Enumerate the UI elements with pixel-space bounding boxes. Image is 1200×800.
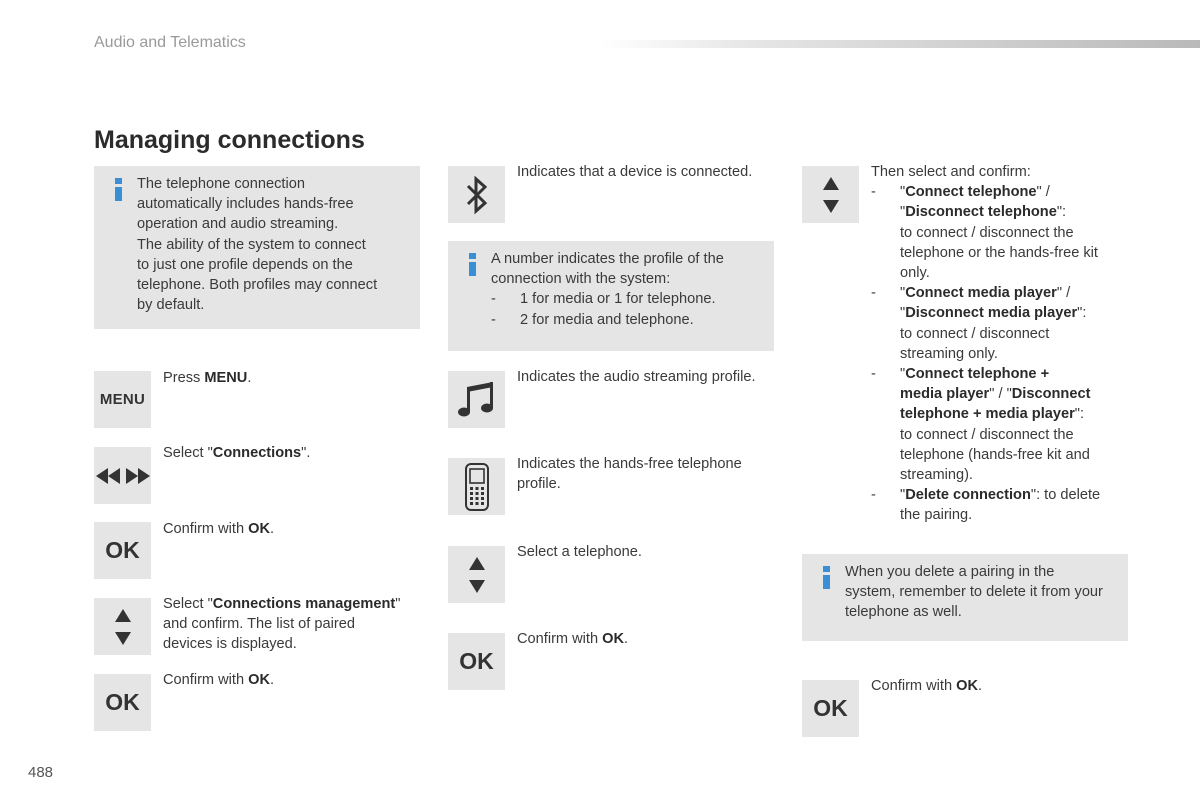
- ok-button-icon: OK: [94, 674, 151, 731]
- mobile-phone-icon: [448, 458, 505, 515]
- info-line: operation and audio streaming.: [137, 216, 339, 233]
- page-title: Managing connections: [94, 126, 365, 154]
- bluetooth-description: Indicates that a device is connected.: [517, 164, 753, 180]
- section-title: Audio and Telematics: [94, 34, 246, 51]
- music-description: Indicates the audio streaming profile.: [517, 369, 756, 385]
- menu-label: MENU: [99, 391, 146, 408]
- list-item: - "Connect media player" / "Disconnect media player": to connect / disconnect streaming only.: [871, 285, 1087, 362]
- step-confirm-ok: Confirm with OK.: [517, 631, 629, 647]
- list-item: - "Connect telephone" / "Disconnect telephone": to connect / disconnect the telephone or the hands-free kit only.: [871, 184, 1098, 282]
- up-down-arrows-icon: [94, 598, 151, 655]
- info-line: The ability of the system to connect: [137, 236, 366, 253]
- list-item: - "Delete connection": to delete the pairing.: [871, 487, 1101, 524]
- step-connections-management: Select "Connections management" and confirm. The list of paired devices is displayed.: [163, 596, 401, 653]
- info-box-delete-pairing: When you delete a pairing in the system, remember to delete it from your telephone as well.: [802, 554, 1128, 641]
- step-confirm-ok: Confirm with OK.: [163, 672, 275, 688]
- col3-instructions: [871, 162, 1141, 526]
- list-item: - 1 for media or 1 for telephone.: [491, 291, 716, 308]
- info-line: automatically includes hands-free: [137, 196, 354, 213]
- header-gradient-bar: [600, 40, 1200, 48]
- info-icon: [469, 253, 476, 276]
- seek-arrows-icon: [94, 447, 151, 504]
- ok-button-icon: OK: [802, 680, 859, 737]
- info-box-profile: A number indicates the profile of the connection with the system: - 1 for media or 1 for telephone. - 2 for media and telephone.: [448, 241, 774, 351]
- list-item: - 2 for media and telephone.: [491, 311, 694, 328]
- music-note-icon: [448, 371, 505, 428]
- ok-button-icon: OK: [448, 633, 505, 690]
- connection-options-list: [871, 182, 1141, 525]
- info-line: to just one profile depends on the: [137, 256, 353, 273]
- info-line: by default.: [137, 297, 205, 314]
- up-down-arrows-icon: [448, 546, 505, 603]
- phone-description: Indicates the hands-free telephone profile.: [517, 456, 742, 493]
- info-box-connection: [94, 166, 420, 329]
- list-item: - "Connect telephone + media player" / "Disconnect telephone + media player": to connect / disconnect the telephone (hands-free kit and streaming).: [871, 366, 1091, 484]
- step-select-telephone: Select a telephone.: [517, 544, 642, 560]
- step-confirm-ok: Confirm with OK.: [163, 521, 275, 537]
- info-icon: [823, 566, 830, 589]
- ok-button-icon: OK: [94, 522, 151, 579]
- page-number: 488: [28, 764, 54, 781]
- step-select-connections: Select "Connections".: [163, 445, 311, 461]
- menu-button-icon: [94, 371, 151, 428]
- info-icon: [115, 178, 122, 201]
- profile-list: [491, 289, 771, 329]
- step-press-menu: Press MENU.: [163, 370, 252, 386]
- up-down-arrows-icon: [802, 166, 859, 223]
- intro-text: Then select and confirm:: [871, 164, 1031, 180]
- bluetooth-icon: [448, 166, 505, 223]
- step-confirm-ok: Confirm with OK.: [871, 678, 983, 694]
- info-line: telephone. Both profiles may connect: [137, 277, 378, 294]
- info-line: The telephone connection: [137, 176, 305, 192]
